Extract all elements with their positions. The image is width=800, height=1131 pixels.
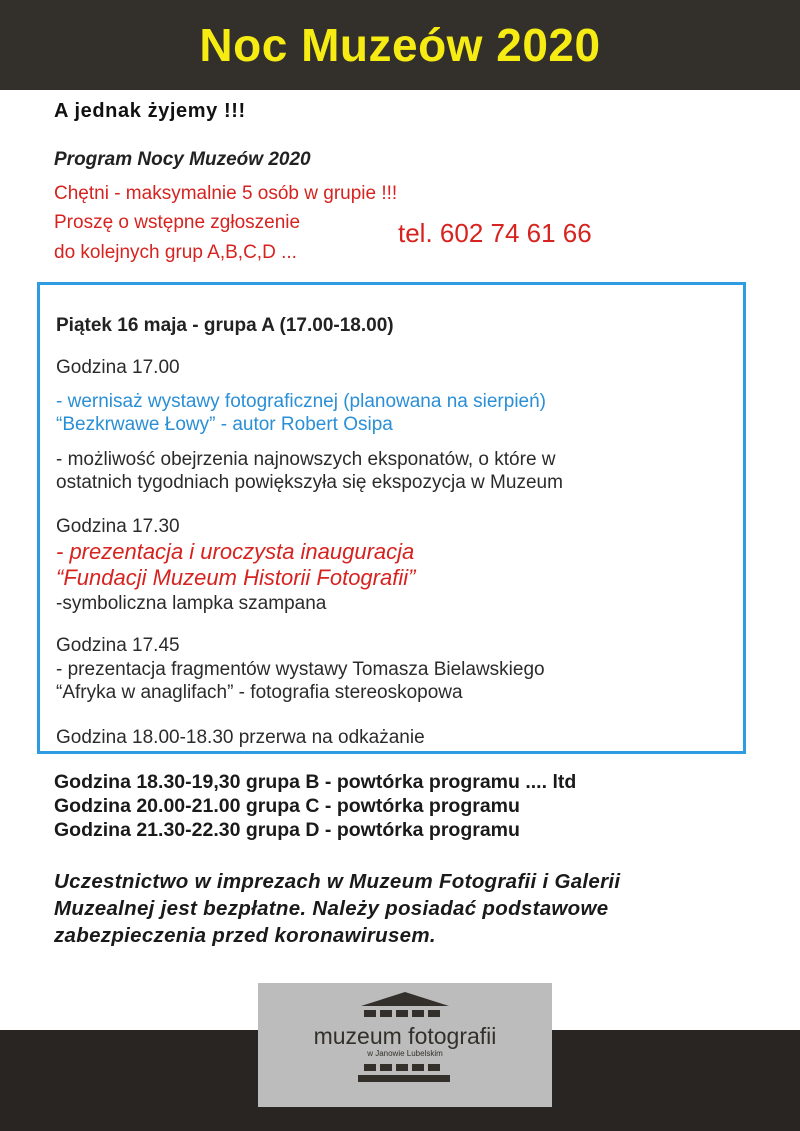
logo-name: muzeum fotografii (313, 1023, 497, 1049)
slot-line: ostatnich tygodniach powiększyła się ekspozycja w Muzeum (56, 472, 563, 493)
page-title: Noc Muzeów 2020 (199, 19, 601, 71)
slot-time: Godzina 17.30 (56, 516, 180, 537)
notice-line: zabezpieczenia przed koronawirusem. (54, 924, 436, 947)
slot-line: -symboliczna lampka szampana (56, 593, 327, 614)
slot-time: Godzina 17.00 (56, 357, 180, 378)
notice (54, 868, 620, 949)
logo-subtitle: w Janowie Lubelskim (367, 1049, 443, 1058)
requirement-line: Chętni - maksymalnie 5 osób w grupie !!! (54, 183, 398, 204)
notice-line: Uczestnictwo w imprezach w Muzeum Fotografii i Galerii (54, 870, 621, 893)
slot-line: “Fundacji Muzeum Historii Fotografii” (56, 565, 416, 590)
group-schedule (54, 770, 576, 842)
museum-logo (258, 983, 552, 1107)
phone-number[interactable]: tel. 602 74 61 66 (398, 218, 592, 248)
slot-line: - możliwość obejrzenia najnowszych eksponatów, o które w (56, 449, 556, 470)
group-line: Godzina 21.30-22.30 grupa D - powtórka programu (54, 819, 520, 841)
group-line: Godzina 20.00-21.00 grupa C - powtórka programu (54, 795, 520, 817)
slot-time: Godzina 18.00-18.30 przerwa na odkażanie (56, 727, 425, 748)
requirement-line: do kolejnych grup A,B,C,D ... (54, 242, 297, 263)
slot-line: - wernisaż wystawy fotograficznej (planowana na sierpień) (56, 391, 547, 412)
tagline: A jednak żyjemy !!! (54, 100, 246, 122)
requirement-line: Proszę o wstępne zgłoszenie (54, 212, 301, 233)
schedule-heading: Piątek 16 maja - grupa A (17.00-18.00) (56, 315, 394, 336)
slot-time: Godzina 17.45 (56, 635, 180, 656)
schedule-box (37, 282, 746, 754)
group-line: Godzina 18.30-19,30 grupa B - powtórka programu .... ltd (54, 771, 577, 793)
slot-line: - prezentacja fragmentów wystawy Tomasza Bielawskiego (56, 659, 545, 680)
slot-line: - prezentacja i uroczysta inauguracja (56, 539, 415, 564)
slot-line: “Bezkrwawe Łowy” - autor Robert Osipa (56, 414, 393, 435)
program-title: Program Nocy Muzeów 2020 (54, 149, 311, 170)
notice-line: Muzealnej jest bezpłatne. Należy posiadać podstawowe (54, 897, 609, 920)
slot-line: “Afryka w anaglifach” - fotografia stereoskopowa (56, 682, 463, 703)
